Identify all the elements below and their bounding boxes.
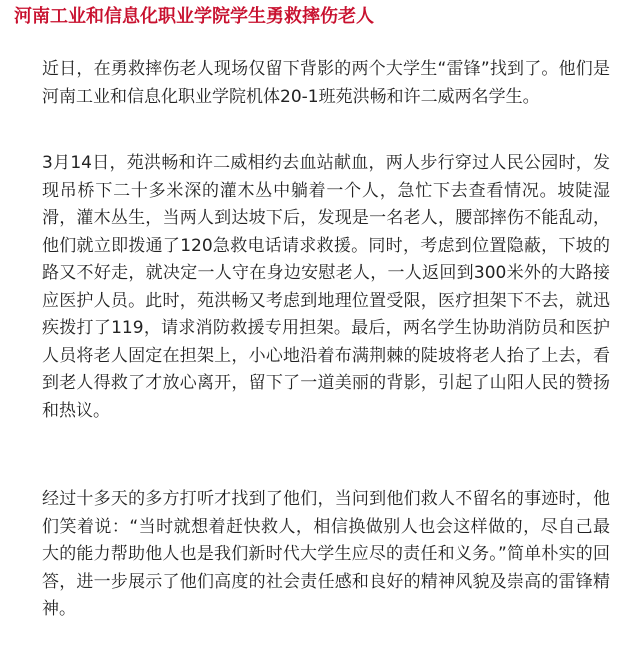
article-title: 河南工业和信息化职业学院学生勇救摔伤老人 bbox=[14, 6, 374, 27]
article-paragraph: 近日，在勇救摔伤老人现场仅留下背影的两个大学生“雷锋”找到了。他们是河南工业和信息化职业学院机体20-1班苑洪畅和许二威两名学生。 bbox=[42, 59, 610, 107]
article-paragraph: 经过十多天的多方打听才找到了他们，当问到他们救人不留名的事迹时，他们笑着说：“当时就想着赶快救人，相信换做别人也会这样做的，尽自己最大的能力帮助他人也是我们新时代大学生应尽的责任和义务。”简单朴实的回答，进一步展示了他们高度的社会责任感和良好的精神风貌及崇高的雷锋精神。 bbox=[42, 489, 610, 619]
article-paragraph: 3月14日，苑洪畅和许二威相约去血站献血，两人步行穿过人民公园时，发现吊桥下二十多米深的灌木丛中躺着一个人，急忙下去查看情况。坡陡湿滑，灌木丛生，当两人到达坡下后，发现是一名老人，腰部摔伤不能乱动，他们就立即拨通了120急救电话请求救援。同时，考虑到位置隐蔽，下坡的路又不好走，就决定一人守在身边安慰老人，一人返回到300米外的大路接应医护人员。此时，苑洪畅又考虑到地理位置受限，医疗担架下不去，就迅疾拨打了119，请求消防救援专用担架。最后，两名学生协助消防员和医护人员将老人固定在担架上，小心地沿着布满荆棘的陡坡将老人抬了上去，看到老人得救了才放心离开，留下了一道美丽的背影，引起了山阳人民的赞扬和热议。 bbox=[42, 153, 610, 421]
